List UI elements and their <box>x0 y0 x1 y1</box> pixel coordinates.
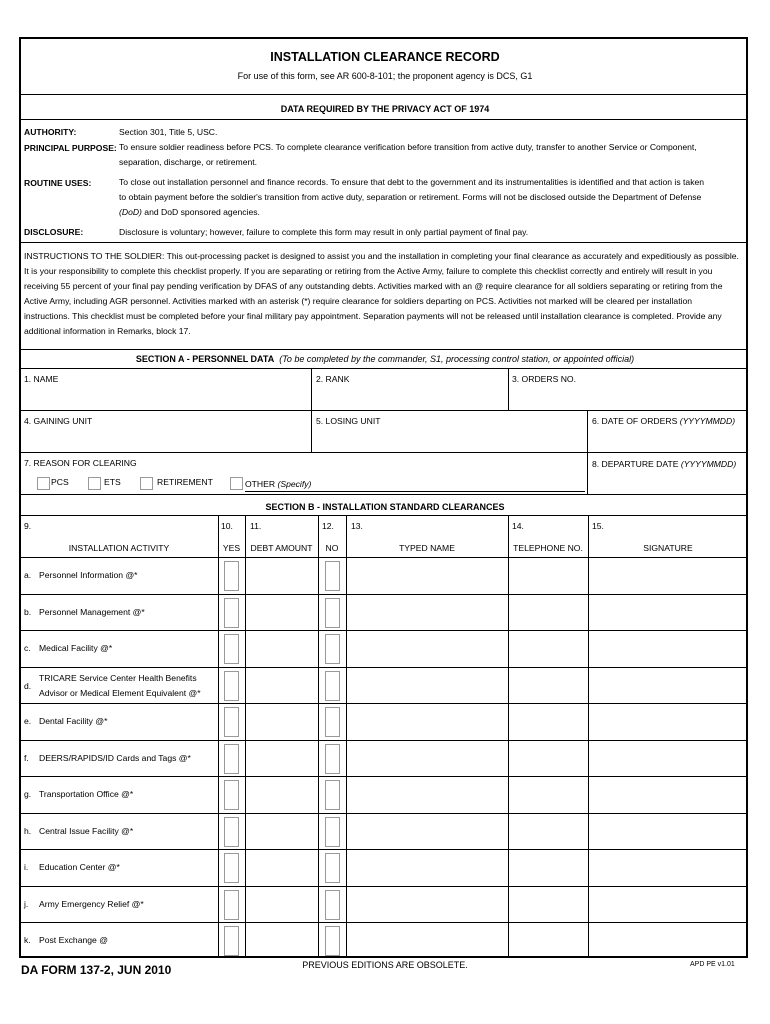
debt-amount-field[interactable] <box>247 889 316 920</box>
rank-field[interactable] <box>315 386 505 408</box>
name-field[interactable] <box>24 386 309 408</box>
row-letter: d. <box>24 680 32 691</box>
debt-amount-field[interactable] <box>247 743 316 774</box>
col14-number: 14. <box>512 521 524 531</box>
signature-field[interactable] <box>590 597 746 628</box>
date-orders-label: 6. DATE OF ORDERS (YYYYMMDD) <box>592 416 736 426</box>
disclosure-label: DISCLOSURE: <box>24 227 84 237</box>
other-label: OTHER (Specify) <box>245 479 312 489</box>
telephone-field[interactable] <box>510 925 586 956</box>
row-activity: Transportation Office @* <box>39 789 134 799</box>
authority-text: Section 301, Title 5, USC. <box>119 127 218 137</box>
typed-name-field[interactable] <box>348 633 506 664</box>
yes-checkbox[interactable] <box>224 890 239 920</box>
version-label: APD PE v1.01 <box>690 961 735 968</box>
row-activity-line2: Advisor or Medical Element Equivalent @* <box>39 687 201 698</box>
debt-amount-field[interactable] <box>247 560 316 591</box>
instructions-text: INSTRUCTIONS TO THE SOLDIER: This out-processing packet is designed to assist you and the installation in completing your final clearance as accurately and expeditiously as possible. It is your responsibility to complete this checklist properly. If you are separating or retiring from the Active Army, failure to complete this checklist correctly and entirely will result in you receiving 55 percent of your final pay pending verification by DFAS of any outstanding debts. Activities marked with an @ require clearance for all soldiers separating or retiring from the Active Army, including AGR personnel. Activities marked with an asterisk (*) require clearance for soldiers departing on PCS. Activities not marked will be cleared per installation instructions. This checklist must be completed before your final military pay appointment. Separation payments will not be released until installation clearance is completed. Provide any additional information in Remarks, block 17. <box>24 251 739 336</box>
row-activity: DEERS/RAPIDS/ID Cards and Tags @* <box>39 752 191 763</box>
signature-field[interactable] <box>590 852 746 883</box>
no-checkbox[interactable] <box>325 707 340 737</box>
telephone-field[interactable] <box>510 816 586 847</box>
ets-checkbox[interactable] <box>88 477 101 490</box>
signature-field[interactable] <box>590 706 746 737</box>
telephone-field[interactable] <box>510 633 586 664</box>
no-checkbox[interactable] <box>325 561 340 591</box>
no-checkbox[interactable] <box>325 598 340 628</box>
obsolete-note: PREVIOUS EDITIONS ARE OBSOLETE. <box>302 960 468 970</box>
row-activity: Education Center @* <box>39 862 120 872</box>
orders-no-field[interactable] <box>511 386 743 408</box>
gaining-unit-field[interactable] <box>24 428 309 450</box>
typed-name-field[interactable] <box>348 889 506 920</box>
telephone-field[interactable] <box>510 597 586 628</box>
debt-amount-field[interactable] <box>247 816 316 847</box>
yes-checkbox[interactable] <box>224 671 239 701</box>
telephone-field[interactable] <box>510 706 586 737</box>
telephone-field[interactable] <box>510 560 586 591</box>
yes-checkbox[interactable] <box>224 598 239 628</box>
reason-label: 7. REASON FOR CLEARING <box>24 458 137 468</box>
typed-name-field[interactable] <box>348 560 506 591</box>
no-checkbox[interactable] <box>325 634 340 664</box>
row-letter: b. <box>24 606 32 617</box>
no-checkbox[interactable] <box>325 744 340 774</box>
date-orders-field[interactable] <box>591 428 743 450</box>
col11-number: 11. <box>250 521 262 531</box>
no-checkbox[interactable] <box>325 926 340 956</box>
no-checkbox[interactable] <box>325 817 340 847</box>
purpose-label: PRINCIPAL PURPOSE: <box>24 143 117 153</box>
row-letter: h. <box>24 825 32 836</box>
debt-amount-field[interactable] <box>247 670 316 701</box>
row-letter: a. <box>24 570 32 580</box>
yes-checkbox[interactable] <box>224 707 239 737</box>
privacy-header: DATA REQUIRED BY THE PRIVACY ACT OF 1974 <box>280 104 490 114</box>
no-checkbox[interactable] <box>325 890 340 920</box>
debt-amount-field[interactable] <box>247 852 316 883</box>
other-checkbox[interactable] <box>230 477 243 490</box>
row-letter: i. <box>24 862 29 872</box>
typed-name-field[interactable] <box>348 816 506 847</box>
authority-label: AUTHORITY: <box>24 127 77 137</box>
losing-unit-label: 5. LOSING UNIT <box>316 416 381 426</box>
form-id: DA FORM 137-2, JUN 2010 <box>21 963 172 977</box>
signature-field[interactable] <box>590 779 746 810</box>
gaining-unit-label: 4. GAINING UNIT <box>24 416 93 426</box>
ets-label: ETS <box>104 477 121 487</box>
yes-checkbox[interactable] <box>224 634 239 664</box>
signature-field[interactable] <box>590 889 746 920</box>
signature-field[interactable] <box>590 670 746 701</box>
typed-name-field[interactable] <box>348 597 506 628</box>
row-activity: TRICARE Service Center Health Benefits <box>39 672 197 683</box>
debt-amount-field[interactable] <box>247 925 316 956</box>
rank-label: 2. RANK <box>316 374 350 384</box>
pcs-label: PCS <box>51 477 69 487</box>
yes-checkbox[interactable] <box>224 744 239 774</box>
signature-field[interactable] <box>590 633 746 664</box>
no-checkbox[interactable] <box>325 671 340 701</box>
signature-field[interactable] <box>590 743 746 774</box>
departure-date-field[interactable] <box>591 472 743 492</box>
row-letter: j. <box>24 898 29 909</box>
yes-checkbox[interactable] <box>224 780 239 810</box>
debt-amount-field[interactable] <box>247 706 316 737</box>
telephone-field[interactable] <box>510 779 586 810</box>
typed-name-field[interactable] <box>348 779 506 810</box>
col-signature: SIGNATURE <box>643 543 693 553</box>
debt-amount-field[interactable] <box>247 779 316 810</box>
section-b-title: SECTION B - INSTALLATION STANDARD CLEARANCES <box>265 502 505 512</box>
col13-number: 13. <box>351 521 363 531</box>
row-activity: Dental Facility @* <box>39 716 108 726</box>
typed-name-field[interactable] <box>348 706 506 737</box>
typed-name-field[interactable] <box>348 743 506 774</box>
row-activity: Army Emergency Relief @* <box>39 898 144 909</box>
signature-field[interactable] <box>590 925 746 956</box>
telephone-field[interactable] <box>510 889 586 920</box>
yes-checkbox[interactable] <box>224 561 239 591</box>
form-title: INSTALLATION CLEARANCE RECORD <box>270 50 500 64</box>
form-subtitle: For use of this form, see AR 600-8-101; the proponent agency is DCS, G1 <box>237 71 533 81</box>
purpose-text: To ensure soldier readiness before PCS. To complete clearance verification before transition from active duty, transfer to another Service or Component, separation, discharge, or retirement. <box>119 142 697 167</box>
disclosure-text: Disclosure is voluntary; however, failure to complete this form may result in only partial payment of final pay. <box>119 227 529 237</box>
row-activity: Personnel Information @* <box>39 570 138 580</box>
row-activity: Medical Facility @* <box>39 643 113 653</box>
col-activity: INSTALLATION ACTIVITY <box>68 543 170 553</box>
row-activity: Post Exchange @ <box>39 935 108 945</box>
section-a-title: SECTION A - PERSONNEL DATA (To be completed by the commander, S1, processing control station, or appointed official) <box>135 354 635 364</box>
yes-checkbox[interactable] <box>224 853 239 883</box>
row-letter: e. <box>24 716 32 726</box>
name-label: 1. NAME <box>24 374 59 384</box>
orders-no-label: 3. ORDERS NO. <box>512 374 576 384</box>
retirement-label: RETIREMENT <box>157 477 213 487</box>
no-checkbox[interactable] <box>325 853 340 883</box>
typed-name-field[interactable] <box>348 670 506 701</box>
row-letter: f. <box>24 752 29 763</box>
departure-date-label: 8. DEPARTURE DATE (YYYYMMDD) <box>592 459 737 469</box>
row-letter: k. <box>24 935 31 945</box>
col9-number: 9. <box>24 521 32 531</box>
typed-name-field[interactable] <box>348 925 506 956</box>
signature-field[interactable] <box>590 816 746 847</box>
typed-name-field[interactable] <box>348 852 506 883</box>
col10-number: 10. <box>221 521 233 531</box>
telephone-field[interactable] <box>510 852 586 883</box>
row-letter: g. <box>24 789 32 799</box>
losing-unit-field[interactable] <box>315 428 585 450</box>
row-activity: Personnel Management @* <box>39 606 145 617</box>
col-debt: DEBT AMOUNT <box>250 543 313 553</box>
col-yes: YES <box>222 543 241 553</box>
telephone-field[interactable] <box>510 670 586 701</box>
col15-number: 15. <box>592 521 604 531</box>
col-phone: TELEPHONE NO. <box>513 543 583 553</box>
pcs-checkbox[interactable] <box>37 477 50 490</box>
col-typed-name: TYPED NAME <box>399 543 455 553</box>
telephone-field[interactable] <box>510 743 586 774</box>
yes-checkbox[interactable] <box>224 817 239 847</box>
col-no: NO <box>325 543 339 553</box>
signature-field[interactable] <box>590 560 746 591</box>
col12-number: 12. <box>322 521 334 531</box>
row-activity: Central Issue Facility @* <box>39 825 134 836</box>
debt-amount-field[interactable] <box>247 597 316 628</box>
no-checkbox[interactable] <box>325 780 340 810</box>
debt-amount-field[interactable] <box>247 633 316 664</box>
retirement-checkbox[interactable] <box>140 477 153 490</box>
routine-text: To close out installation personnel and finance records. To ensure that debt to the government and its instrumentalities is identified and that action is taken to obtain payment before the soldier's transition from active duty, separation or retirement. Forms will not be disclosed outside the Department of Defense (DoD) and DoD sponsored agencies. <box>119 177 705 217</box>
row-letter: c. <box>24 643 31 653</box>
routine-label: ROUTINE USES: <box>24 178 92 188</box>
yes-checkbox[interactable] <box>224 926 239 956</box>
